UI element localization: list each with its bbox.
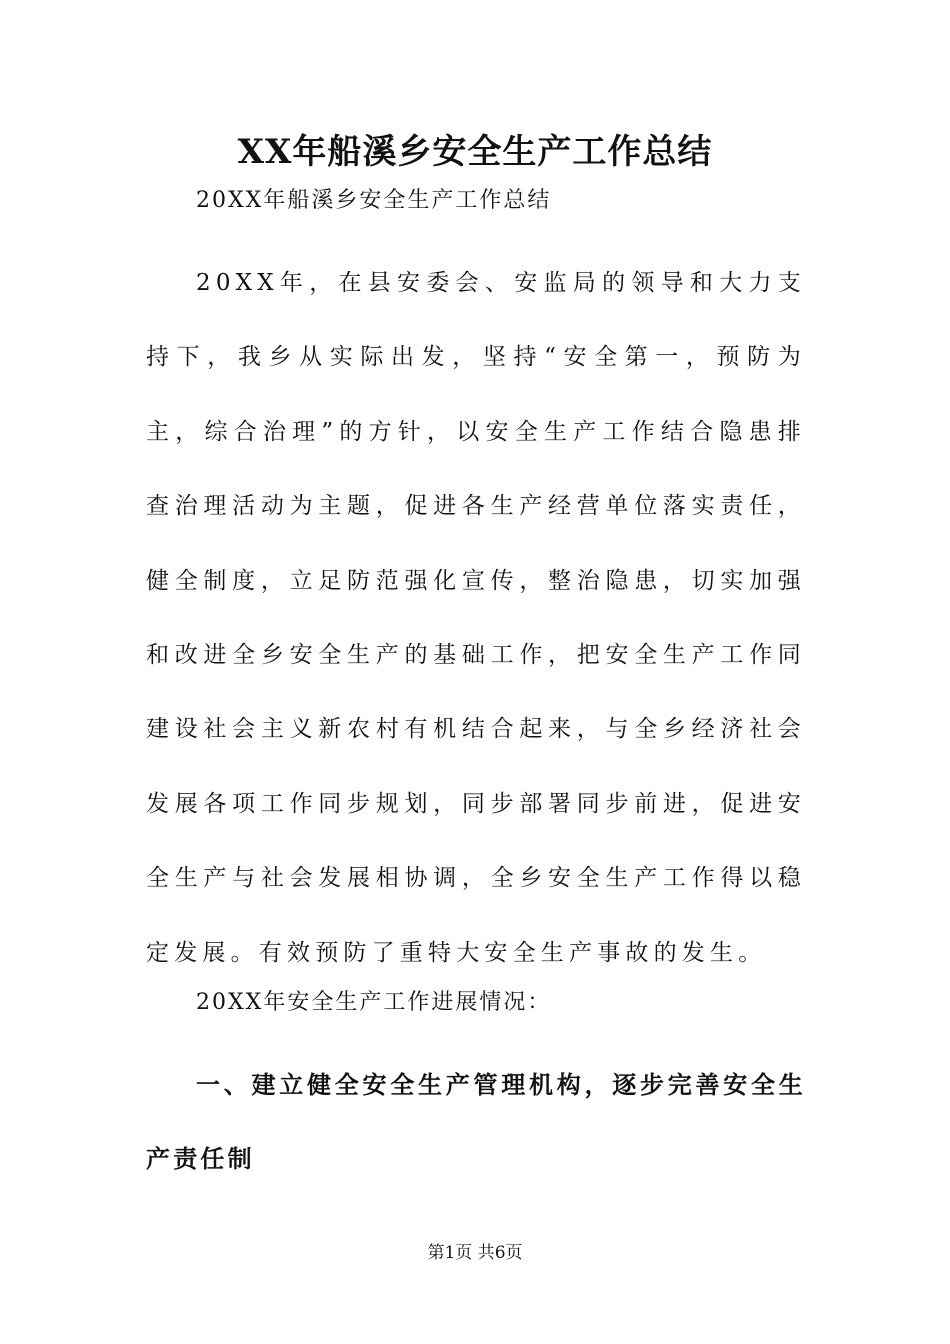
intro-paragraph: 20XX年，在县安委会、安监局的领导和大力支持下，我乡从实际出发，坚持“安全第一，预防为主，综合治理”的方针，以安全生产工作结合隐患排查治理活动为主题，促进各生产经营单位落实责任，健全制度，立足防范强化宣传，整治隐患，切实加强和改进全乡安全生产的基础工作，把安全生产工作同建设社会主义新农村有机结合起来，与全乡经济社会发展各项工作同步规划，同步部署同步前进，促进安全生产与社会发展相协调，全乡安全生产工作得以稳定发展。有效预防了重特大安全生产事故的发生。 (146, 270, 806, 966)
section-one-heading: 一、建立健全安全生产管理机构，逐步完善安全生产责任制 (146, 1071, 806, 1173)
progress-heading: 20XX年安全生产工作进展情况： (196, 990, 552, 1015)
document-title: XX年船溪乡安全生产工作总结 (237, 132, 713, 172)
document-subtitle: 20XX年船溪乡安全生产工作总结 (196, 188, 552, 213)
page-footer: 第1页 共6页 (427, 1243, 523, 1263)
